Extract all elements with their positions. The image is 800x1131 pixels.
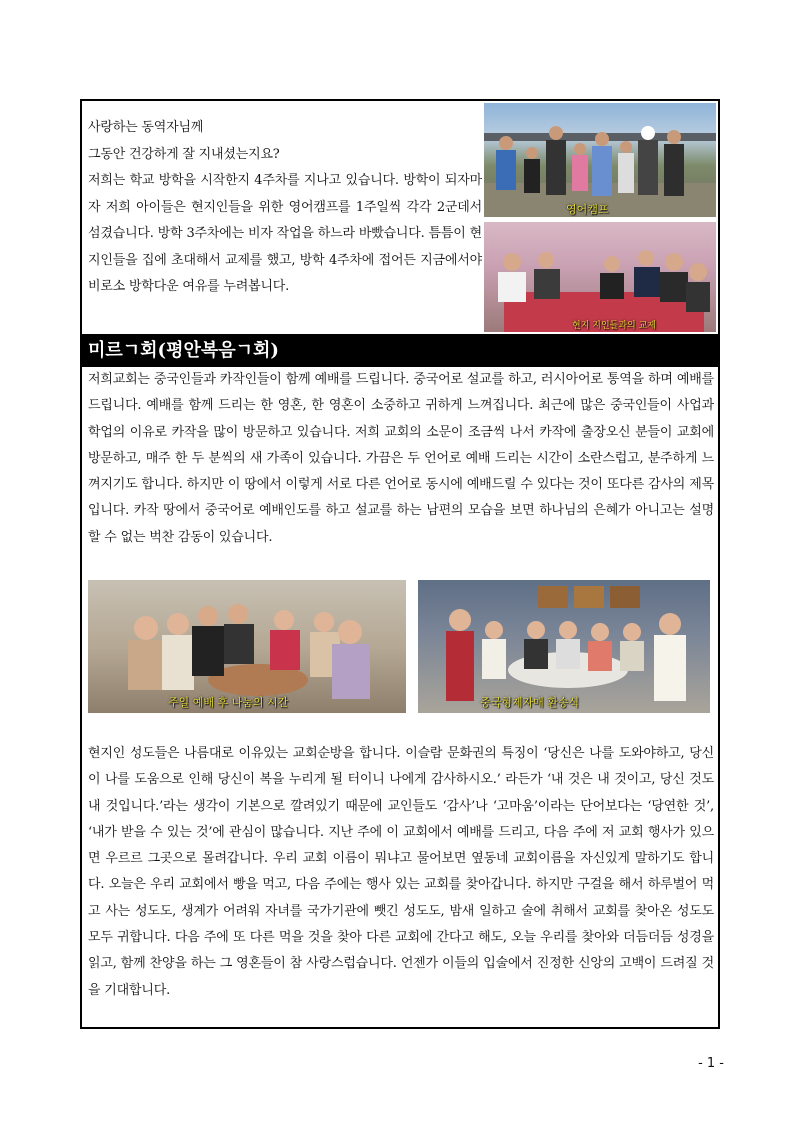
section-paragraph-1 <box>88 367 714 551</box>
newsletter-frame <box>80 99 720 1029</box>
section-title: 미르ㄱ회(평안복음ㄱ회) <box>82 334 718 367</box>
intro-paragraph: 저희는 학교 방학을 시작한지 4주차를 지나고 있습니다. 방학이 되자마자 저희 아이들은 현지인들을 위한 영어캠프를 1주일씩 각각 2군데서 섬겼습니다. 방학 3주차에는 비자 작업을 하느라 바빴습니다. 틈틈이 현지인들을 집에 초대해서 교제를 했고, 방학 4주차에 접어든 지금에서야 비로소 방학다운 여유를 누려봅니다. <box>88 173 482 294</box>
photo-sunday-fellowship <box>88 580 406 713</box>
paragraph-text: 저희교회는 중국인들과 카작인들이 함께 예배를 드립니다. 중국어로 설교를 하고, 러시아어로 통역을 하며 예배를 드립니다. 예배를 함께 드리는 한 영혼, 한 영혼이 소중하고 귀하게 느껴집니다. 최근에 많은 중국인들이 사업과 학업의 이유로 카작을 많이 방문하고 있습니다. 저희 교회의 소문이 조금씩 나서 카작에 출장오신 분들이 교회에 방문하고, 매주 한 두 분씩의 새 가족이 있습니다. 가끔은 두 언어로 예배 드리는 시간이 소란스럽고, 분주하게 느껴지기도 합니다. 하지만 이 땅에서 이렇게 서로 다른 언어로 동시에 예배드릴 수 있다는 것이 또다른 감사의 제목입니다. 카작 땅에서 중국어로 예배인도를 하고 설교를 하는 남편의 모습을 보면 하나님의 은혜가 아니고는 설명할 수 없는 벅찬 감동이 있습니다. <box>88 372 714 545</box>
paragraph-text: 현지인 성도들은 나름대로 이유있는 교회순방을 합니다. 이슬람 문화권의 특징이 ‘당신은 나를 도와야하고, 당신이 나를 도움으로 인해 당신이 복을 누리게 될 터이니 나에게 감사하시오.’ 라든가 ‘내 것은 내 것이고, 당신 것도 내 것입니다.’라는 생각이 기본으로 깔려있기 때문에 교인들도 ‘감사’나 ‘고마움’이라는 단어보다는 ‘당연한 것’, ‘내가 받을 수 있는 것’에 관심이 많습니다. 지난 주에 이 교회에서 예배를 드리고, 다음 주에 저 교회 행사가 있으면 우르르 그곳으로 몰려갑니다. 우리 교회 이름이 뭐냐고 물어보면 옆동네 교회이름을 자신있게 말하기도 합니다. 오늘은 우리 교회에서 빵을 먹고, 다음 주에는 행사 있는 교회를 찾아갑니다. 하지만 구걸을 해서 하루벌어 먹고 사는 성도도, 생계가 어려워 자녀를 국가기관에 뺏긴 성도도, 밤새 일하고 술에 취해서 교회를 찾아온 성도도 모두 귀합니다. 다음 주에 또 다른 먹을 것을 찾아 다른 교회에 간다고 해도, 오늘 우리를 찾아와 더듬더듬 성경을 읽고, 함께 찬양을 하는 그 영혼들이 참 사랑스럽습니다. 언젠가 이들의 입술에서 진정한 신앙의 고백이 드려질 것을 기대합니다. <box>88 746 714 998</box>
photo-caption: 주일 예배 후 나눔의 시간 <box>168 696 289 709</box>
photo-caption: 영어캠프 <box>566 203 609 216</box>
page-number: - 1 - <box>698 1056 724 1071</box>
photo-chinese-farewell <box>418 580 710 713</box>
section-paragraph-2 <box>88 741 714 1004</box>
photo-caption: 현지 지인들과의 교제 <box>572 321 656 331</box>
intro-greeting <box>82 101 482 301</box>
photo-dinner-gathering <box>484 222 716 332</box>
photo-caption: 중국형제자매 환송식 <box>480 696 580 709</box>
photo-english-camp <box>484 103 716 217</box>
greeting-line: 그동안 건강하게 잘 지내셨는지요? <box>88 146 280 162</box>
greeting-line: 사랑하는 동역자님께 <box>88 120 204 135</box>
